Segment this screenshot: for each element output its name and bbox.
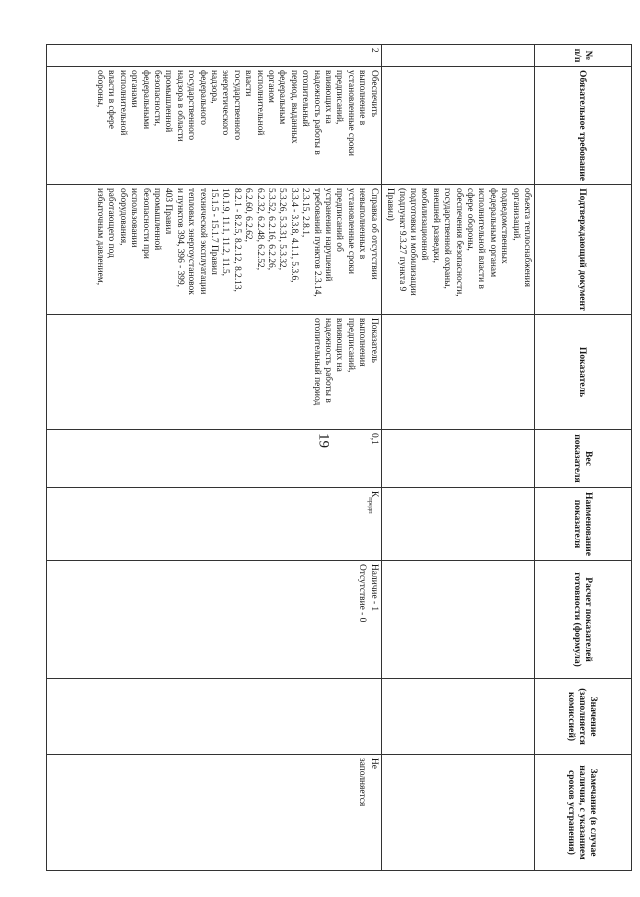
text-line: 2.3.15, 2.8.1,	[300, 188, 311, 238]
indicator-subscript: предп	[366, 497, 374, 514]
text-line: тепловых энергоустановок	[186, 188, 197, 295]
text-line: надзора,	[209, 70, 220, 104]
text-line: промышленной	[152, 188, 162, 251]
text-line: подведомственных	[499, 188, 510, 264]
text-line: период, выданных	[288, 70, 299, 144]
table-row	[381, 45, 534, 871]
text-line: промышленной	[163, 70, 174, 133]
cell-calculation	[46, 561, 381, 679]
table-container	[84, 44, 632, 870]
text-line: выполнения	[357, 318, 368, 367]
text-line: внешней разведки,	[430, 188, 441, 264]
cell-requirement	[381, 67, 534, 185]
header-document: Подтверждающий документ	[535, 185, 632, 315]
requirements-table	[46, 44, 632, 871]
text-line: требований пунктов 2.3.14,	[311, 188, 322, 297]
cell-number	[381, 45, 534, 67]
text-line: отопительный период	[311, 318, 322, 406]
text-line: федеральными	[140, 70, 151, 130]
text-line: 5.3.52, 6.2.16, 6.2.26,	[266, 188, 277, 271]
text-line: 3.3.4 - 3.3.8, 4.1.1, 5.3.6,	[288, 188, 299, 283]
text-line: государственного	[186, 70, 197, 141]
text-line: 403 Правил	[163, 188, 174, 235]
text-line: технической эксплуатации	[197, 188, 208, 295]
header-number: № п/п	[535, 45, 632, 67]
text-line: Не	[368, 758, 379, 769]
text-line: государственного	[231, 70, 242, 141]
text-line: сфере обороны,	[464, 188, 475, 251]
cell-indicator	[46, 315, 381, 430]
table-header-row	[535, 45, 632, 871]
cell-indicator-name	[46, 488, 381, 561]
text-line: органом	[266, 70, 277, 103]
text-line: обороны,	[94, 70, 105, 108]
text-line: надзора в области	[174, 70, 185, 142]
text-line: безопасности при	[140, 188, 151, 259]
text-line: работающего под	[106, 188, 117, 258]
header-indicator: Показатель	[535, 315, 632, 430]
text-line: 6.2.32, 6.2.48, 6.2.52,	[254, 188, 265, 271]
text-line: Отсутствие - 0	[357, 564, 368, 623]
text-line: (подпункт 9.3.27 пункта 9	[396, 188, 407, 292]
text-line: федерального	[197, 70, 208, 125]
text-line: подготовки и мобилизации	[407, 188, 418, 296]
cell-weight: 0,1	[46, 430, 381, 488]
cell-note	[46, 755, 381, 871]
text-line: 8.2.1 - 8.2.5, 8.2.12, 8.2.13,	[231, 188, 242, 292]
text-line: 15.1.5 - 15.1.7 Правил	[209, 188, 220, 275]
cell-number: 2	[46, 45, 381, 67]
table-row	[46, 45, 381, 871]
text-line: Правил)	[385, 188, 396, 221]
text-line: избыточным давлением,	[94, 188, 105, 286]
text-line: и пунктов 394, 396 - 399,	[174, 188, 185, 287]
text-line: надежность работы в	[323, 318, 334, 403]
cell-value	[46, 679, 381, 755]
text-line: использовании	[129, 188, 140, 248]
text-line: исполнительной	[117, 70, 128, 136]
text-line: энергетического	[220, 70, 231, 136]
text-line: выполнение в	[357, 70, 368, 126]
text-line: мобилизационной	[419, 188, 430, 261]
text-line: установленные сроки	[345, 188, 356, 275]
text-line: предписаний,	[334, 70, 345, 125]
text-line: 6.2.60, 6.2.62,	[243, 188, 254, 242]
cell-indicator	[381, 315, 534, 430]
text-line: федеральным	[277, 70, 288, 125]
text-line: исполнительной	[254, 70, 265, 136]
text-line: отопительный	[300, 70, 311, 127]
text-line: влияющих на	[334, 318, 345, 372]
text-line: органами	[129, 70, 140, 108]
page-number: 19	[315, 433, 332, 448]
text-line: организаций,	[510, 188, 521, 241]
cell-requirement	[46, 67, 381, 185]
text-line: 5.3.26, 5.3.31, 5.3.32,	[277, 188, 288, 271]
header-calculation: Расчет показателей готовности (формула)	[535, 561, 632, 679]
text-line: влияющих на	[323, 70, 334, 124]
text-line: безопасности,	[152, 70, 162, 127]
text-line: Наличие - 1	[368, 564, 379, 612]
cell-document	[46, 185, 381, 315]
header-requirement: Обязательное требование	[535, 67, 632, 185]
text-line: обеспечения безопасности,	[453, 188, 464, 297]
text-line: надежность работы в	[311, 70, 322, 155]
text-line: федеральным органам	[487, 188, 498, 278]
header-indicator-name: Наименование показателя	[535, 488, 632, 561]
header-note: Замечание (в случае наличия, с указанием сроков устранения)	[535, 755, 632, 871]
cell-calculation	[381, 561, 534, 679]
text-line: объекта теплоснабжения	[522, 188, 532, 287]
text-line: установленные сроки	[345, 70, 356, 157]
cell-value	[381, 679, 534, 755]
cell-document	[381, 185, 534, 315]
cell-weight	[381, 430, 534, 488]
text-line: Показатель	[368, 318, 379, 363]
indicator-symbol: К	[368, 491, 379, 498]
header-value: Значение (заполняется комиссией)	[535, 679, 632, 755]
text-line: власти	[243, 70, 254, 97]
header-weight: Вес показателя	[535, 430, 632, 488]
text-line: невыполненных в	[357, 188, 368, 260]
text-line: оборудования,	[117, 188, 128, 246]
text-line: власти в сфере	[106, 70, 117, 129]
cell-indicator-name	[381, 488, 534, 561]
text-line: устранении нарушений	[323, 188, 334, 282]
text-line: Обеспечить	[368, 70, 379, 118]
text-line: 10.1.9, 11.1, 11.2, 11.5,	[220, 188, 231, 277]
text-line: заполняется	[357, 758, 368, 807]
text-line: предписаний,	[345, 318, 356, 373]
text-line: государственной охраны,	[442, 188, 453, 289]
cell-note	[381, 755, 534, 871]
text-line: Справка об отсутствии	[368, 188, 379, 280]
text-line: предписаний об	[334, 188, 345, 252]
text-line: исполнительной власти в	[476, 188, 487, 289]
